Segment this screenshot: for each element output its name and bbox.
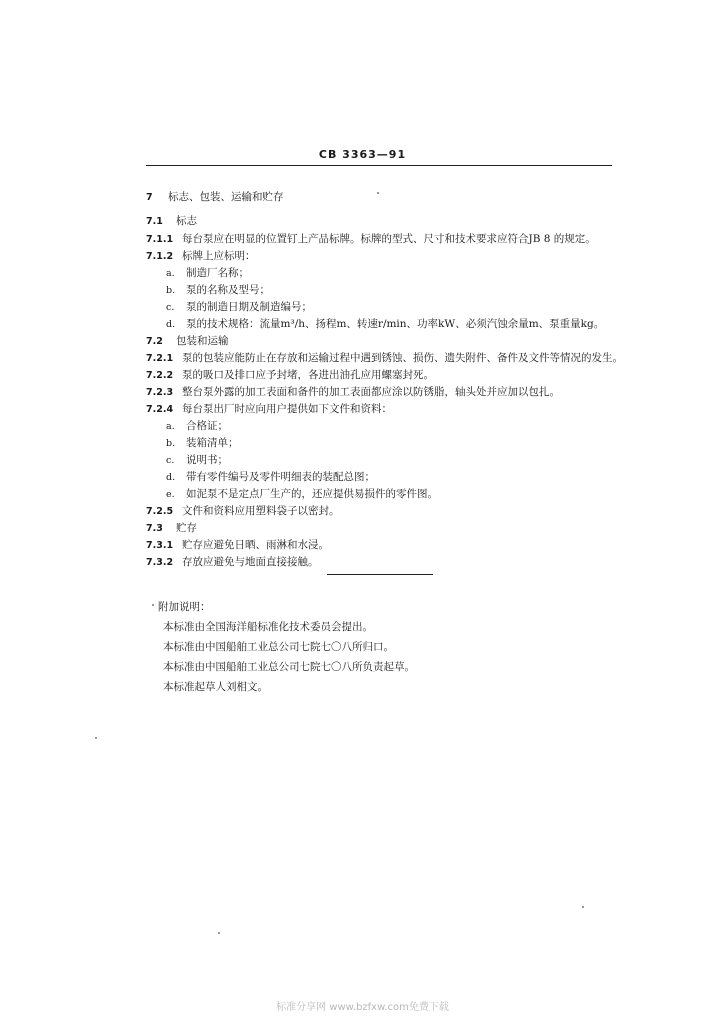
clause-text: 每台泵应在明显的位置钉上产品标牌。标牌的型式、尺寸和技术要求应符合JB 8 的规定。 <box>182 233 596 245</box>
subsection-title: 包装和运输 <box>176 335 229 347</box>
clause-number: 7.1.1 <box>146 234 174 245</box>
scan-speck <box>218 932 220 934</box>
subsection-title: 标志 <box>176 215 197 227</box>
clause-text: 整台泵外露的加工表面和备件的加工表面都应涂以防锈脂，轴头处并应加以包扎。 <box>182 386 560 398</box>
clause-number: 7.3.2 <box>146 557 174 568</box>
subsection-heading <box>146 334 229 349</box>
notes-line: 本标准由中国船舶工业总公司七院七〇八所归口。 <box>163 641 394 653</box>
list-item-text: 如泥泵不是定点厂生产的，还应提供易损件的零件图。 <box>186 488 438 500</box>
clause <box>146 249 256 264</box>
scan-speck <box>582 906 584 908</box>
list-item-letter: d. <box>166 472 176 483</box>
subsection-heading <box>146 521 197 536</box>
clause-text: 每台泵出厂时应向用户提供如下文件和资料： <box>182 403 392 415</box>
header-rule <box>146 165 612 166</box>
list-item-letter: b. <box>166 285 176 296</box>
list-item <box>166 283 270 298</box>
list-item <box>166 436 239 451</box>
subsection-title: 贮存 <box>176 522 197 534</box>
scan-speck <box>152 604 154 606</box>
clause <box>146 351 623 366</box>
clause-text: 贮存应避免日晒、雨淋和水浸。 <box>182 539 329 551</box>
clause-text: 泵的吸口及排口应予封堵，各进出油孔应用螺塞封死。 <box>182 369 434 381</box>
list-item-letter: c. <box>166 455 175 466</box>
list-item-letter: a. <box>166 421 175 432</box>
list-item-text: 泵的技术规格：流量m³/h、扬程m、转速r/min、功率kW、必须汽蚀余量m、泵重量kg。 <box>186 318 605 330</box>
scan-speck <box>377 192 379 194</box>
list-item <box>166 300 312 315</box>
list-item-text: 说明书； <box>186 454 228 466</box>
list-item <box>166 266 249 281</box>
clause <box>146 402 392 417</box>
clause <box>146 385 560 400</box>
list-item-text: 合格证； <box>186 420 228 432</box>
notes-heading: 附加说明： <box>158 601 211 613</box>
list-item <box>166 470 375 485</box>
clause-text: 存放应避免与地面直接接触。 <box>182 556 319 568</box>
list-item-letter: b. <box>166 438 176 449</box>
list-item-text: 泵的制造日期及制造编号； <box>186 301 312 313</box>
clause-text: 泵的包装应能防止在存放和运输过程中遇到锈蚀、损伤、遗失附件、备件及文件等情况的发生。 <box>182 352 623 364</box>
section-number: 7 <box>146 192 153 203</box>
clause <box>146 368 434 383</box>
list-item-text: 制造厂名称； <box>186 267 249 279</box>
subsection-number: 7.2 <box>146 336 163 347</box>
list-item-text: 带有零件编号及零件明细表的装配总图； <box>186 471 375 483</box>
clause <box>146 538 329 553</box>
list-item <box>166 317 604 332</box>
section-title: 标志、包装、运输和贮存 <box>168 191 284 203</box>
watermark: 标准分享网 www.bzfxw.com免费下载 <box>276 1002 449 1013</box>
clause <box>146 555 319 570</box>
clause <box>146 504 340 519</box>
page-header-code: CB 3363—91 <box>318 148 407 161</box>
list-item <box>166 419 228 434</box>
clause-number: 7.2.2 <box>146 370 174 381</box>
end-rule <box>327 574 433 575</box>
clause-number: 7.2.4 <box>146 404 174 415</box>
scan-speck <box>95 737 97 739</box>
notes-line: 本标准由中国船舶工业总公司七院七〇八所负责起草。 <box>163 661 415 673</box>
clause-text: 文件和资料应用塑料袋子以密封。 <box>182 505 340 517</box>
list-item <box>166 453 228 468</box>
subsection-number: 7.3 <box>146 523 163 534</box>
list-item-letter: d. <box>166 319 176 330</box>
list-item-letter: e. <box>166 489 175 500</box>
clause-number: 7.3.1 <box>146 540 174 551</box>
clause-number: 7.2.1 <box>146 353 174 364</box>
list-item-letter: a. <box>166 268 175 279</box>
subsection-number: 7.1 <box>146 216 163 227</box>
notes-line: 本标准由全国海洋船标准化技术委员会提出。 <box>163 621 373 633</box>
notes-line: 本标准起草人刘相文。 <box>163 681 268 693</box>
list-item-text: 泵的名称及型号； <box>186 284 270 296</box>
list-item-text: 装箱清单； <box>186 437 239 449</box>
clause-number: 7.1.2 <box>146 251 174 262</box>
clause-number: 7.2.5 <box>146 506 174 517</box>
section-heading <box>146 190 284 205</box>
list-item <box>166 487 438 502</box>
subsection-heading <box>146 214 197 229</box>
clause-text: 标牌上应标明： <box>182 250 256 262</box>
list-item-letter: c. <box>166 302 175 313</box>
clause-number: 7.2.3 <box>146 387 174 398</box>
clause <box>146 232 596 247</box>
